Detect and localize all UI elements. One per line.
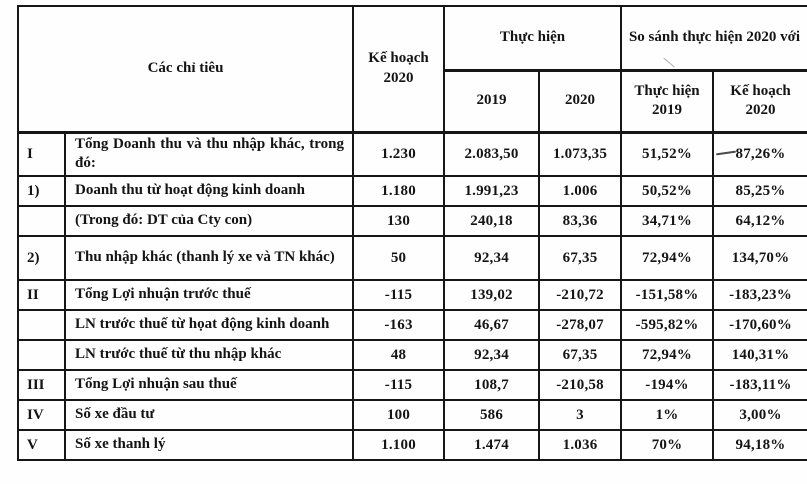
header-plan-2020: Kế hoạch 2020 (353, 6, 444, 132)
plan-2020-value: 1.100 (353, 430, 444, 460)
row-label: Số xe thanh lý (65, 430, 353, 460)
vs-actual-2019-value: 34,71% (621, 206, 713, 236)
row-label: LN trước thuế từ họat động kinh doanh (65, 310, 353, 340)
header-actual-2019: 2019 (444, 70, 539, 132)
header-compare-group: So sánh thực hiện 2020 với (621, 6, 807, 70)
actual-2020-value: -278,07 (539, 310, 621, 340)
vs-actual-2019-value: 72,94% (621, 340, 713, 370)
row-label: LN trước thuế từ thu nhập khác (65, 340, 353, 370)
actual-2019-value: 92,34 (444, 236, 539, 280)
row-label: Thu nhập khác (thanh lý xe và TN khác) (65, 236, 353, 280)
vs-plan-2020-value: -183,23% (713, 280, 807, 310)
table-row (18, 280, 807, 310)
plan-2020-value: -115 (353, 370, 444, 400)
actual-2019-value: 1.991,23 (444, 176, 539, 206)
actual-2019-value: 1.474 (444, 430, 539, 460)
table-row (18, 132, 807, 176)
actual-2020-value: 3 (539, 400, 621, 430)
row-label: Tổng Lợi nhuận trước thuế (65, 280, 353, 310)
table-row (18, 176, 807, 206)
row-number: III (18, 370, 65, 400)
actual-2020-value: 83,36 (539, 206, 621, 236)
actual-2020-value: 1.036 (539, 430, 621, 460)
row-number: II (18, 280, 65, 310)
actual-2019-value: 2.083,50 (444, 132, 539, 176)
actual-2020-value: -210,58 (539, 370, 621, 400)
row-number: 2) (18, 236, 65, 280)
actual-2019-value: 139,02 (444, 280, 539, 310)
vs-plan-2020-value: 87,26% (713, 132, 807, 176)
actual-2020-value: 67,35 (539, 236, 621, 280)
vs-actual-2019-value: 1% (621, 400, 713, 430)
vs-plan-2020-value: 64,12% (713, 206, 807, 236)
header-actual-2020: 2020 (539, 70, 621, 132)
vs-plan-2020-value: 3,00% (713, 400, 807, 430)
table-row (18, 370, 807, 400)
actual-2019-value: 240,18 (444, 206, 539, 236)
row-number: 1) (18, 176, 65, 206)
header-compare-actual-2019: Thực hiện 2019 (621, 70, 713, 132)
actual-2020-value: -210,72 (539, 280, 621, 310)
table-header (18, 6, 807, 132)
row-number: V (18, 430, 65, 460)
header-compare-plan-2020: Kế hoạch 2020 (713, 70, 807, 132)
row-label: Tổng Lợi nhuận sau thuế (65, 370, 353, 400)
row-label: Số xe đầu tư (65, 400, 353, 430)
vs-actual-2019-value: 51,52% (621, 132, 713, 176)
table-row (18, 310, 807, 340)
row-label: Tổng Doanh thu và thu nhập khác, trong đó: (65, 132, 353, 176)
actual-2020-value: 1.073,35 (539, 132, 621, 176)
plan-2020-value: 130 (353, 206, 444, 236)
vs-plan-2020-value: 140,31% (713, 340, 807, 370)
table-row (18, 340, 807, 370)
plan-2020-value: 1.180 (353, 176, 444, 206)
actual-2020-value: 1.006 (539, 176, 621, 206)
header-actual-group: Thực hiện (444, 6, 621, 70)
table-row (18, 236, 807, 280)
row-number (18, 206, 65, 236)
actual-2019-value: 46,67 (444, 310, 539, 340)
row-label: Doanh thu từ hoạt động kinh doanh (65, 176, 353, 206)
actual-2019-value: 108,7 (444, 370, 539, 400)
vs-plan-2020-value: 94,18% (713, 430, 807, 460)
table-row (18, 206, 807, 236)
vs-actual-2019-value: 70% (621, 430, 713, 460)
actual-2019-value: 586 (444, 400, 539, 430)
table-body (18, 132, 807, 460)
vs-plan-2020-value: 134,70% (713, 236, 807, 280)
vs-plan-2020-value: 85,25% (713, 176, 807, 206)
header-indicators: Các chỉ tiêu (18, 6, 353, 132)
plan-2020-value: 48 (353, 340, 444, 370)
vs-actual-2019-value: 72,94% (621, 236, 713, 280)
row-number (18, 310, 65, 340)
vs-actual-2019-value: -194% (621, 370, 713, 400)
table-row (18, 400, 807, 430)
vs-plan-2020-value: -170,60% (713, 310, 807, 340)
financial-indicators-table (17, 5, 807, 461)
vs-actual-2019-value: -595,82% (621, 310, 713, 340)
actual-2019-value: 92,34 (444, 340, 539, 370)
plan-2020-value: -115 (353, 280, 444, 310)
plan-2020-value: 100 (353, 400, 444, 430)
row-label: (Trong đó: DT của Cty con) (65, 206, 353, 236)
plan-2020-value: 1.230 (353, 132, 444, 176)
vs-plan-2020-value: -183,11% (713, 370, 807, 400)
row-number (18, 340, 65, 370)
vs-actual-2019-value: 50,52% (621, 176, 713, 206)
row-number: IV (18, 400, 65, 430)
plan-2020-value: 50 (353, 236, 444, 280)
actual-2020-value: 67,35 (539, 340, 621, 370)
table-row (18, 430, 807, 460)
plan-2020-value: -163 (353, 310, 444, 340)
row-number: I (18, 132, 65, 176)
vs-actual-2019-value: -151,58% (621, 280, 713, 310)
